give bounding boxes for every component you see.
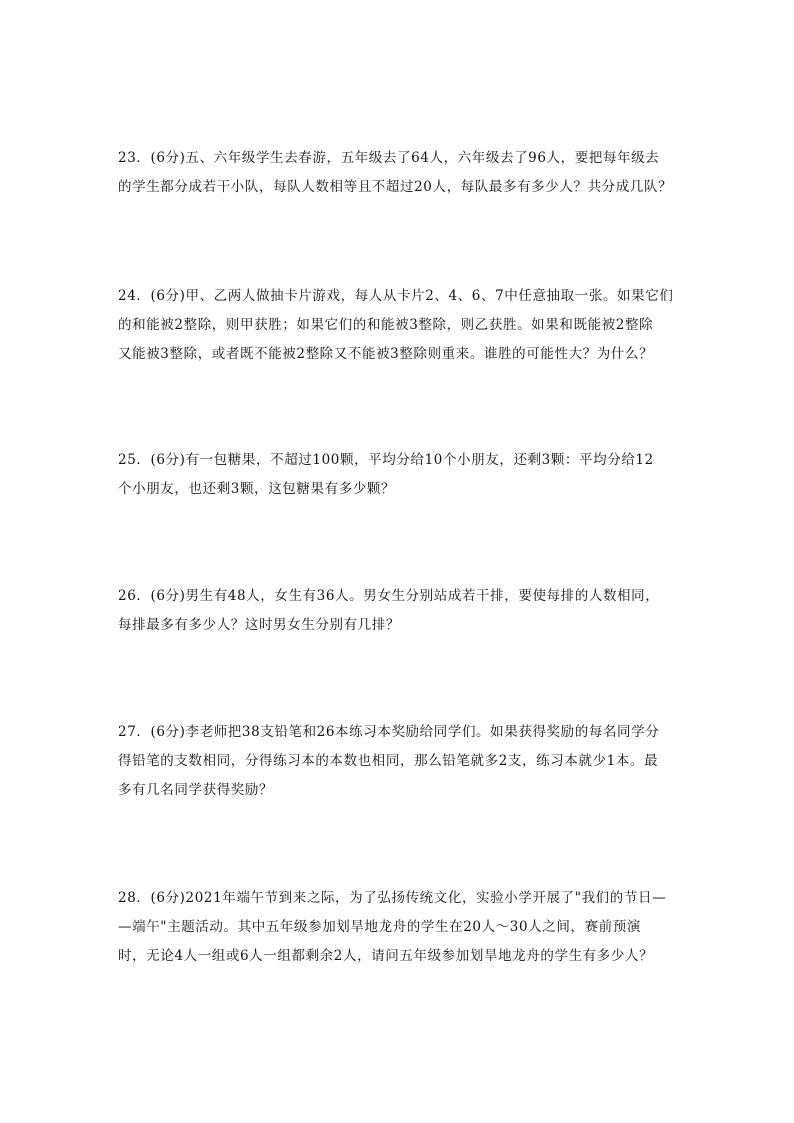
question-23 — [118, 144, 678, 202]
question-text-line: 每排最多有多少人？这时男女生分别有几排？ — [118, 617, 400, 633]
question-text-line: 的和能被2整除，则甲获胜；如果它们的和能被3整除，则乙获胜。如果和既能被2整除 — [118, 317, 654, 333]
question-text-line: 时，无论4人一组或6人一组都剩余2人，请问五年级参加划旱地龙舟的学生有多少人？ — [118, 948, 654, 964]
question-text-line: 多有几名同学获得奖励？ — [118, 782, 274, 798]
question-26 — [118, 582, 678, 640]
question-text-line: 26．(6分)男生有48人，女生有36人。男女生分别站成若干排，要使每排的人数相同， — [118, 588, 660, 604]
question-text-line: —端午"主题活动。其中五年级参加划旱地龙舟的学生在20人～30人之间，赛前预演 — [118, 919, 641, 935]
question-28 — [118, 884, 678, 971]
question-text-line: 27．(6分)李老师把38支铅笔和26本练习本奖励给同学们。如果获得奖励的每名同学分 — [118, 724, 660, 740]
question-text-line: 24．(6分)甲、乙两人做抽卡片游戏，每人从卡片2、4、6、7中任意抽取一张。如果它们 — [118, 288, 674, 304]
question-text-line: 个小朋友，也还剩3颗，这包糖果有多少颗？ — [118, 481, 396, 497]
question-25 — [118, 446, 678, 504]
question-text-line: 28．(6分)2021年端午节到来之际，为了弘扬传统文化，实验小学开展了"我们的节日— — [118, 890, 667, 906]
question-text-line: 又能被3整除，或者既不能被2整除又不能被3整除则重来。谁胜的可能性大？为什么？ — [118, 346, 654, 362]
question-27 — [118, 718, 678, 805]
question-text-line: 25．(6分)有一包糖果，不超过100颗，平均分给10个小朋友，还剩3颗：平均分给12 — [118, 452, 654, 468]
question-24 — [118, 282, 678, 369]
question-text-line: 得铅笔的支数相同，分得练习本的本数也相同，那么铅笔就多2支，练习本就少1本。最 — [118, 753, 659, 769]
question-text-line: 的学生都分成若干小队，每队人数相等且不超过20人，每队最多有多少人？共分成几队？ — [118, 179, 673, 195]
question-text-line: 23．(6分)五、六年级学生去春游，五年级去了64人，六年级去了96人，要把每年级去 — [118, 150, 660, 166]
